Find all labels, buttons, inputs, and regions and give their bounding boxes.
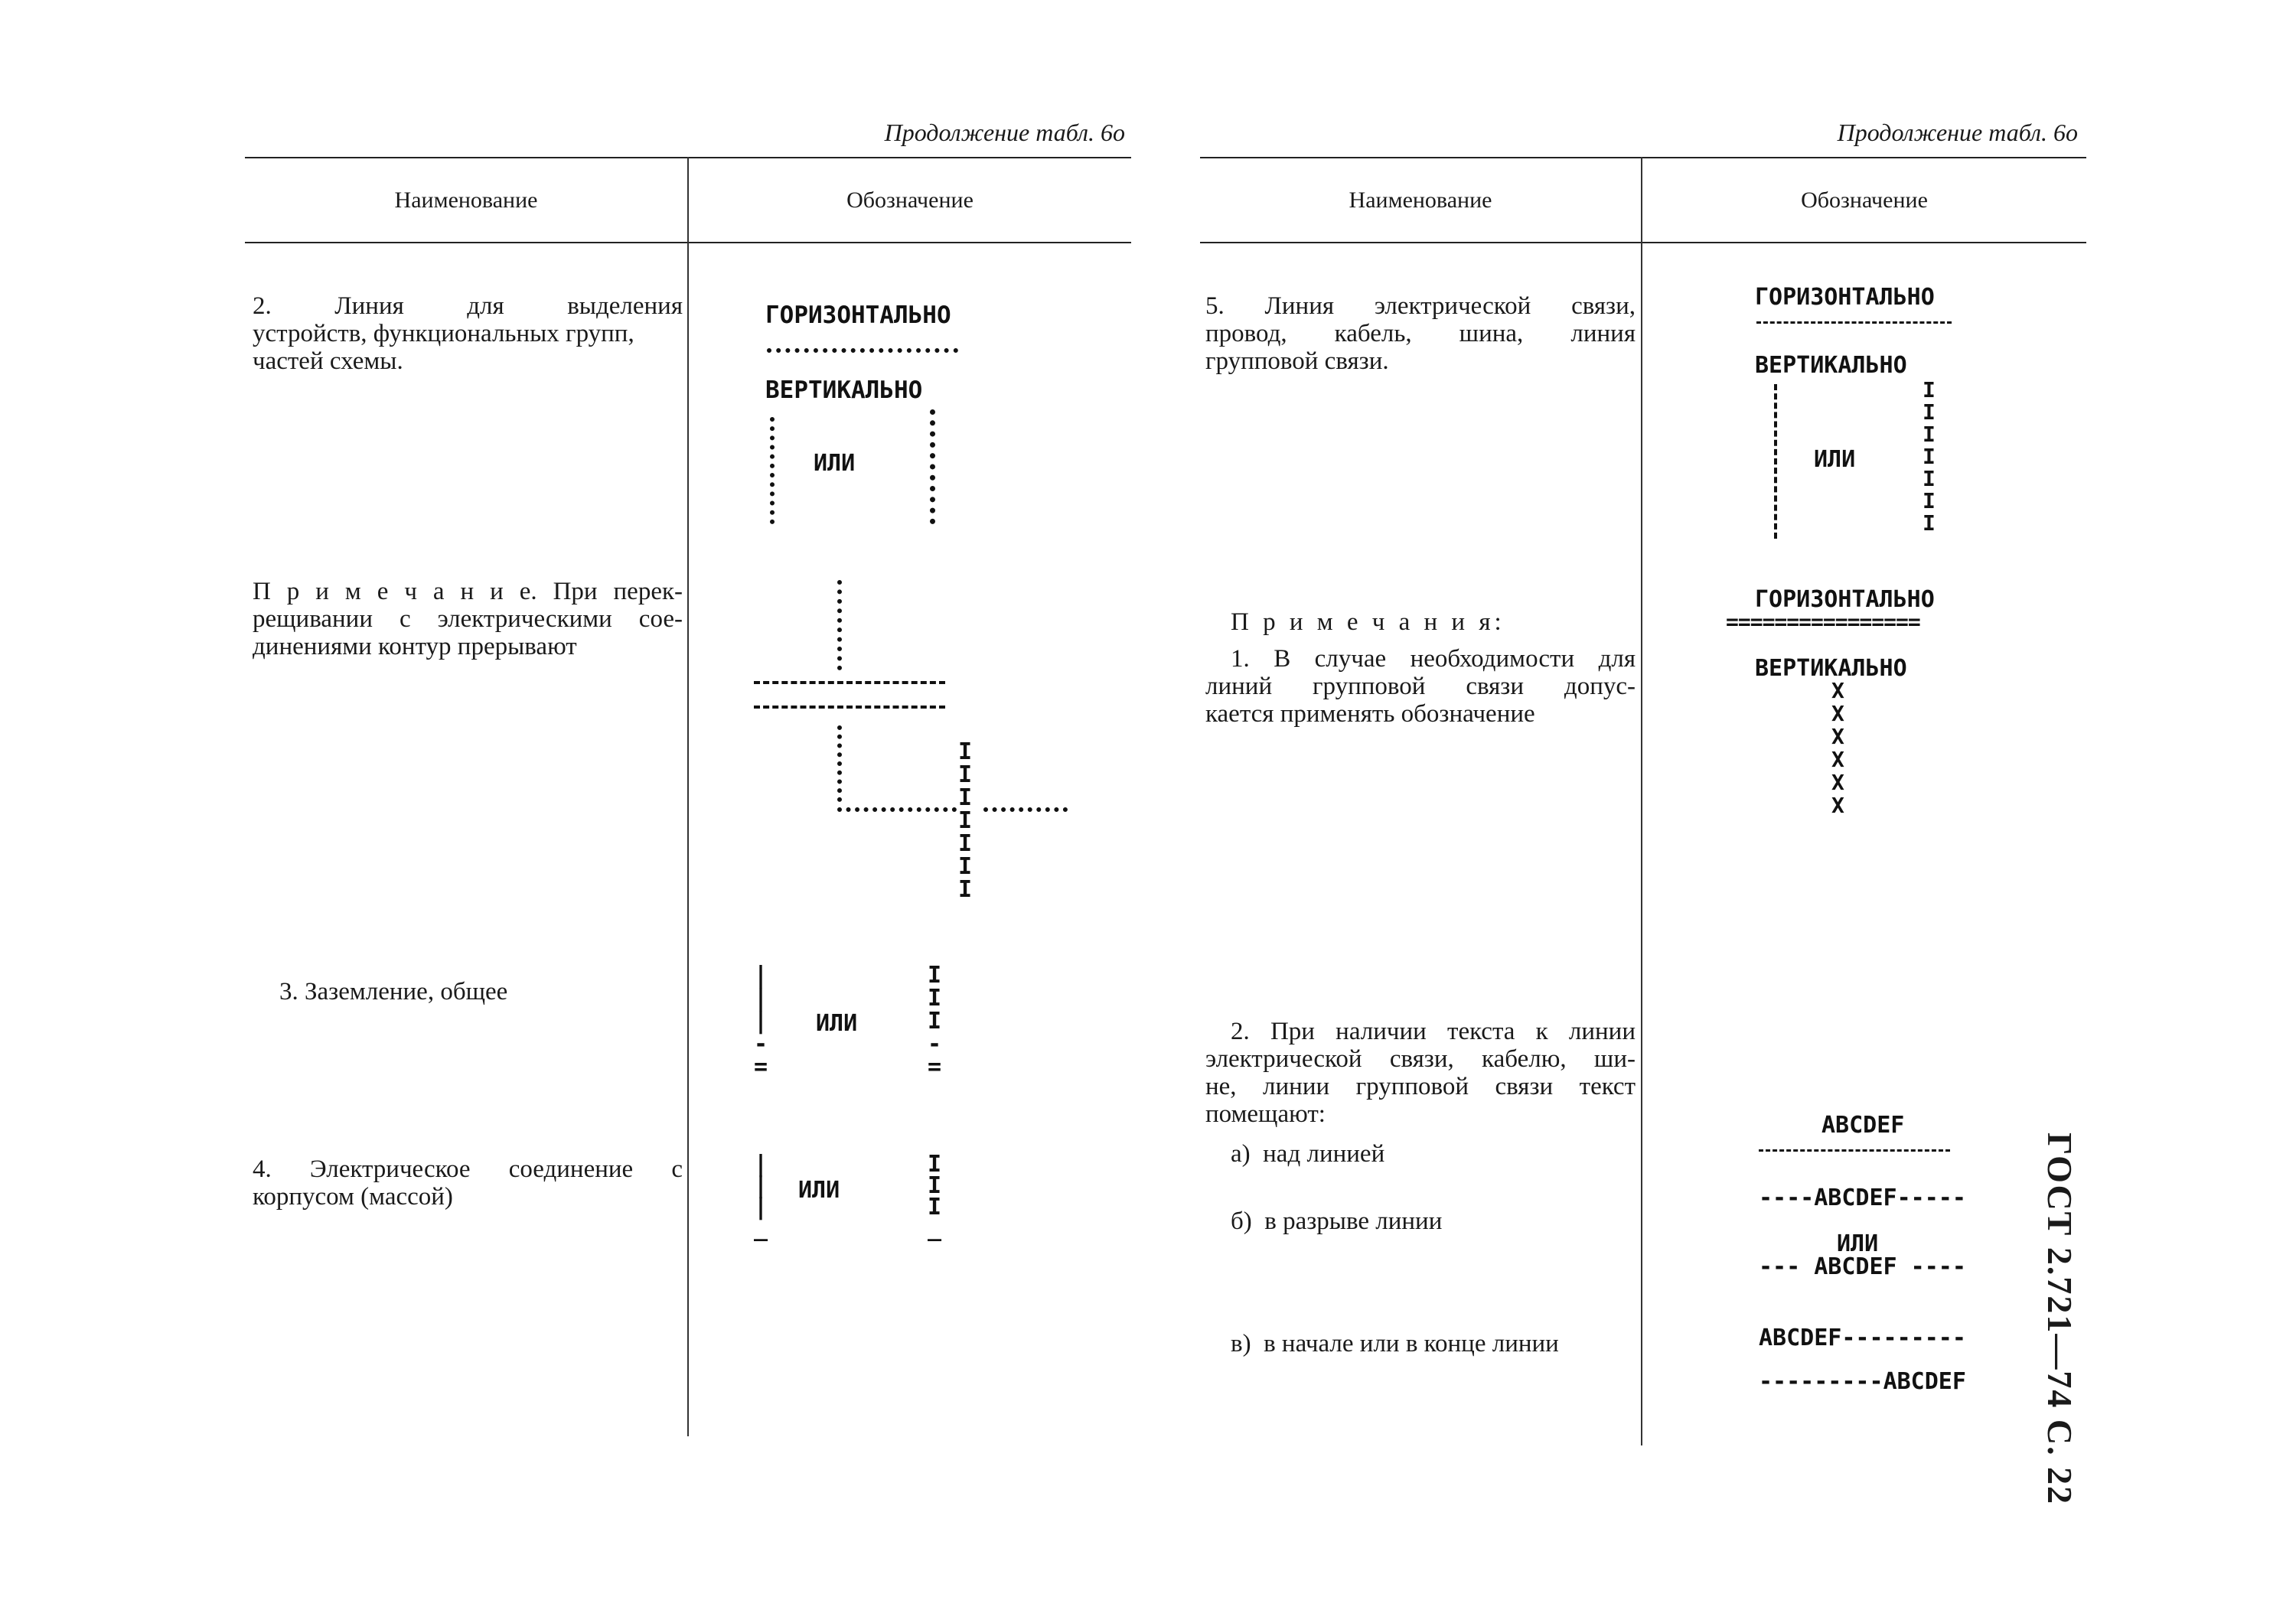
crossing-dashed-line-upper: [754, 681, 945, 684]
group-vertical-label: ВЕРТИКАЛЬНО: [1755, 655, 1907, 682]
row2-name-line1: 2. Линия для выделения: [253, 292, 683, 320]
column-header-name-left: Наименование: [394, 187, 538, 213]
table-top-rule-right: [1200, 157, 2086, 158]
group-horizontal-label: ГОРИЗОНТАЛЬНО: [1755, 586, 1935, 613]
column-header-designation-left: Обозначение: [846, 187, 974, 213]
row2-name: [253, 292, 683, 375]
row5-i-column: I I I I I I I: [1923, 377, 1936, 536]
example-break-text: ABCDEF: [1814, 1185, 1897, 1211]
row2-dotted-vertical-line-a: [770, 417, 775, 524]
crossing-dotted-horizontal-left: [837, 807, 957, 812]
note-crossing-line2: рещивании с электрическими сое-: [253, 605, 683, 633]
example-above-text: ABCDEF: [1821, 1112, 1905, 1139]
row3-or-label: ИЛИ: [816, 1010, 858, 1037]
header-bottom-rule-right: [1200, 242, 2086, 243]
example-spaced-dashes-left: ---: [1759, 1253, 1815, 1280]
group-x-column: X X X X X X: [1831, 678, 1844, 818]
note1-line1: 1. В случае необходимости для: [1231, 645, 1636, 673]
note-crossing: [253, 578, 683, 660]
note-crossing-line1: П р и м е ч а н и е. При перек-: [253, 578, 683, 605]
row5-name-line2: провод, кабель, шина, линия: [1205, 320, 1636, 347]
row5-or-label: ИЛИ: [1814, 446, 1856, 473]
row5-horizontal-label: ГОРИЗОНТАЛЬНО: [1755, 284, 1935, 311]
column-divider-right: [1641, 157, 1642, 1445]
row4-or-label: ИЛИ: [798, 1177, 840, 1204]
row4-name: [253, 1155, 683, 1211]
example-start-dashes: ---------: [1841, 1325, 1966, 1351]
note1-line3: кается применять обозначение: [1205, 700, 1535, 728]
note2-line2: электрической связи, кабелю, ши-: [1205, 1045, 1636, 1073]
note2-option-a: а) над линией: [1231, 1140, 1385, 1168]
row2-dotted-horizontal-line: [767, 348, 958, 353]
row4-name-line1: 4. Электрическое соединение с: [253, 1155, 683, 1183]
crossing-i-column: I I I I I I I: [958, 738, 973, 903]
example-break-dashes-right: -----: [1896, 1185, 1966, 1211]
note2-line3: не, линии групповой связи текст: [1205, 1073, 1636, 1100]
column-header-designation-right: Обозначение: [1801, 187, 1928, 213]
example-spaced-text: ABCDEF: [1814, 1253, 1897, 1280]
note1: [1205, 645, 1636, 728]
example-end-text: ABCDEF: [1883, 1368, 1966, 1395]
notes-title: П р и м е ч а н и я:: [1231, 608, 1505, 636]
example-start-line: [1759, 1326, 1966, 1350]
group-equals-line: ================: [1726, 609, 1920, 634]
note1-line2: линий групповой связи допус-: [1205, 673, 1636, 700]
row5-dashed-vertical-line: [1774, 384, 1777, 539]
example-or-label: ИЛИ: [1837, 1230, 1879, 1257]
example-spaced-dashes-right: ----: [1896, 1253, 1966, 1280]
example-end-dashes: ---------: [1759, 1368, 1883, 1395]
note2-option-c: в) в начале или в конце линии: [1231, 1330, 1559, 1357]
row2-name-line3: частей схемы.: [253, 347, 403, 375]
row3-symbol-right: I I I - =: [928, 962, 942, 1080]
row4-name-line2: корпусом (массой): [253, 1183, 453, 1211]
row2-dotted-vertical-line-b: [930, 409, 935, 524]
column-header-name-right: Наименование: [1349, 187, 1492, 213]
continuation-label-left: Продолжение табл. 6о: [884, 119, 1125, 146]
row4-symbol-left: | | | _: [754, 1151, 768, 1242]
note2-line4: помещают:: [1205, 1100, 1326, 1128]
row5-vertical-label: ВЕРТИКАЛЬНО: [1755, 352, 1907, 379]
row2-horizontal-label: ГОРИЗОНТАЛЬНО: [765, 301, 951, 329]
row2-vertical-label: ВЕРТИКАЛЬНО: [765, 376, 923, 404]
note-crossing-line3: динениями контур прерывают: [253, 633, 577, 660]
example-break-line: [1759, 1186, 1966, 1210]
crossing-dashed-line-lower: [754, 706, 945, 709]
row5-name-line1: 5. Линия электрической связи,: [1205, 292, 1636, 320]
crossing-dotted-vertical-bottom: [837, 725, 842, 802]
row2-name-line2: устройств, функциональных групп,: [253, 320, 634, 347]
example-break-line-spaced: [1759, 1255, 1966, 1279]
example-end-line: [1759, 1370, 1966, 1393]
example-above-line: [1759, 1149, 1950, 1152]
continuation-label-right: Продолжение табл. 6о: [1837, 119, 2078, 146]
crossing-dotted-horizontal-right: [983, 807, 1068, 812]
example-start-text: ABCDEF: [1759, 1325, 1842, 1351]
row2-or-label: ИЛИ: [814, 450, 856, 477]
row4-symbol-right: I I I _: [928, 1151, 942, 1242]
row3-name: 3. Заземление, общее: [279, 978, 508, 1005]
note2: [1205, 1018, 1636, 1128]
row5-name-line3: групповой связи.: [1205, 347, 1389, 375]
crossing-dotted-vertical-top: [837, 580, 842, 670]
note2-option-b: б) в разрыве линии: [1231, 1207, 1443, 1235]
row5-dashed-horizontal-line: [1756, 321, 1952, 324]
column-divider-left: [687, 157, 689, 1436]
gost-page-stamp: ГОСТ 2.721—74 С. 22: [2040, 1133, 2079, 1506]
example-break-dashes-left: ----: [1759, 1185, 1815, 1211]
row5-name: [1205, 292, 1636, 375]
row3-symbol-left: | | | - =: [754, 962, 768, 1080]
note2-line1: 2. При наличии текста к линии: [1231, 1018, 1636, 1045]
